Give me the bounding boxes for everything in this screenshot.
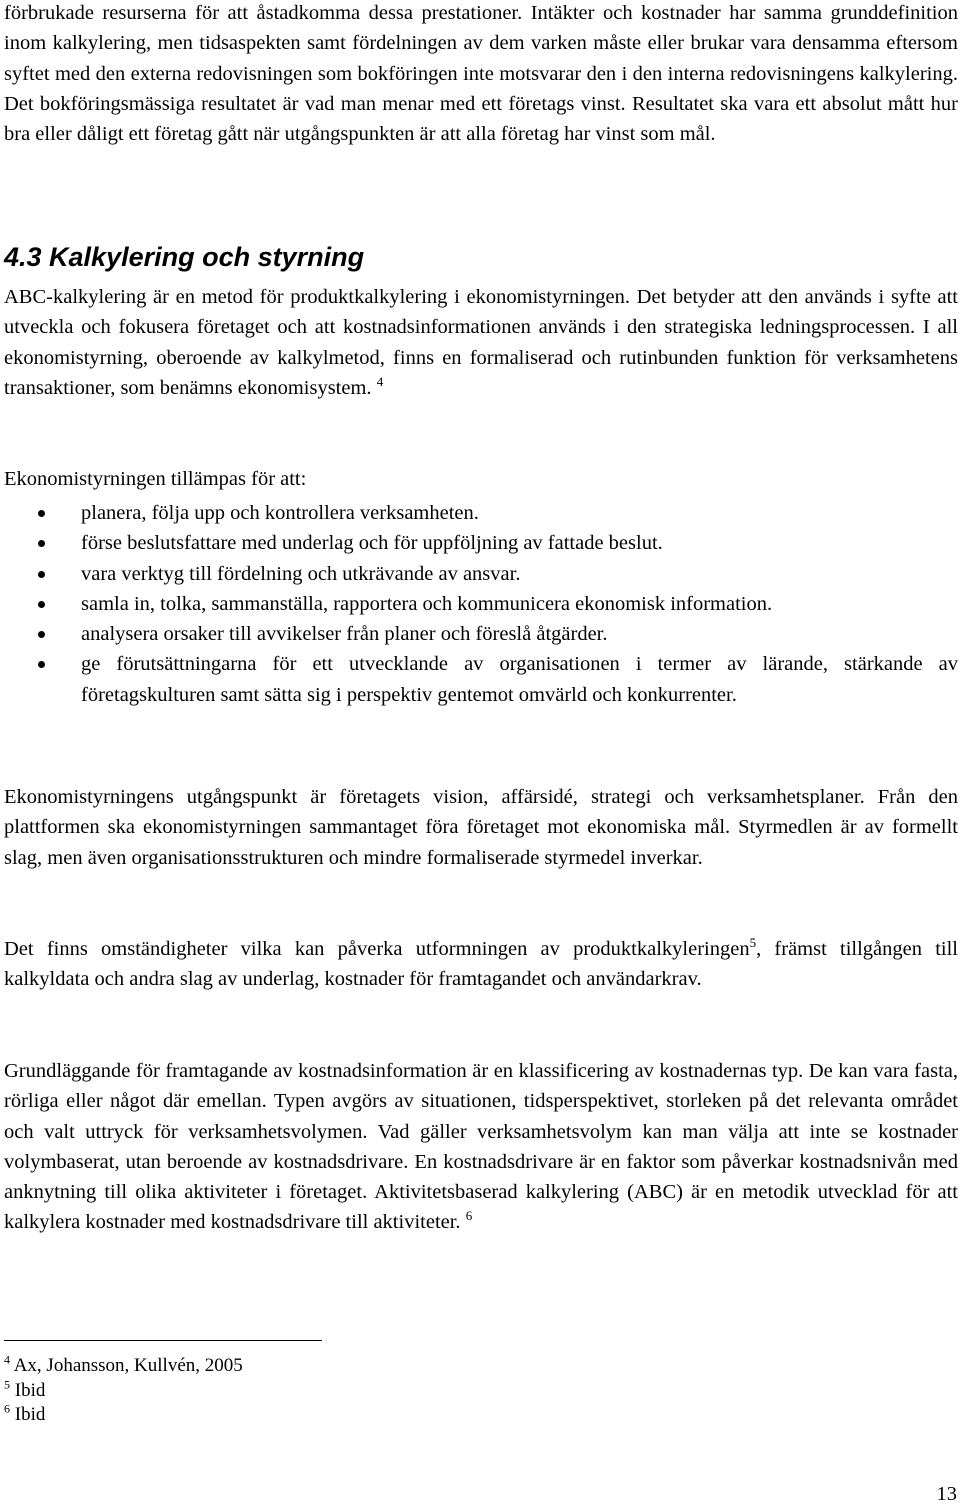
bullet-icon [38, 631, 45, 638]
footnote-ref-6: 6 [465, 1208, 473, 1224]
paragraph-omstandigheter: Det finns omständigheter vilka kan påverka utformningen av produktkalkyleringen$^5$, främst tillgången till kalkyldata och andra slag av underlag, kostnader för framtagandet och användarkrav. [4, 935, 958, 991]
list-item: ge förutsättningarna för ett utvecklande av organisationen i termer av lärande, stärkande av företagskulturen samt sätta sig i perspektiv gentemot omvärld och konkurrenter. [0, 649, 958, 710]
footnote: $^5$ Ibid [4, 1377, 46, 1401]
bullet-icon [38, 540, 45, 547]
bullet-icon [38, 661, 45, 668]
footnote-separator [4, 1340, 322, 1341]
bullet-icon [38, 510, 45, 517]
bullet-icon [38, 601, 45, 608]
bullet-list [0, 498, 958, 710]
list-intro: Ekonomistyrningen tillämpas för att: [4, 468, 307, 490]
footnote: $^6$ Ibid [4, 1401, 46, 1425]
list-item: vara verktyg till fördelning och utkrävande av ansvar. [0, 559, 958, 589]
list-item: analysera orsaker till avvikelser från planer och föreslå åtgärder. [0, 619, 958, 649]
paragraph-abc-kalkylering: ABC-kalkylering är en metod för produktkalkylering i ekonomistyrningen. Det betyder att den används i syfte att utveckla och fokusera företaget och att kostnadsinformationen används i den strategiska ledningsprocessen. I all ekonomistyrning, oberoende av kalkylmetod, finns en formaliserad och rutinbunden funktion för verksamhetens transaktioner, som benämns ekonomisystem. $^4$ [4, 286, 958, 399]
paragraph-kostnadsinformation: Grundläggande för framtagande av kostnadsinformation är en klassificering av kostnadernas typ. De kan vara fasta, rörliga eller något där emellan. Typen avgörs av situationen, tidsperspektivet, storleken på det relevanta området och valt uttryck för verksamhetsvolymen. Vad gäller verksamhetsvolym kan man välja att inte se kostnader volymbaserat, utan beroende av kostnadsdrivare. En kostnadsdrivare är en faktor som påverkar kostnadsnivån med anknytning till olika aktiviteter i företaget. Aktivitetsbaserad kalkylering (ABC) är en metodik utvecklad för att kalkylera kostnader med kostnadsdrivare till aktiviteter. $^6$ [4, 1060, 958, 1234]
footnote-ref-4: 4 [376, 374, 384, 390]
list-item: samla in, tolka, sammanställa, rapportera och kommunicera ekonomisk information. [0, 589, 958, 619]
page-number: 13 [936, 1483, 957, 1505]
footnote: $^4$ Ax, Johansson, Kullvén, 2005 [4, 1352, 243, 1376]
continuation-paragraph: förbrukade resurserna för att åstadkomma dessa prestationer. Intäkter och kostnader har samma grunddefinition inom kalkylering, men tidsaspekten samt fördelningen av dem varken måste eller brukar vara densamma eftersom syftet med den externa redovisningen som bokföringen inte motsvarar den i den interna redovisningens kalkylering. Det bokföringsmässiga resultatet är vad man menar med ett företags vinst. Resultatet ska vara ett absolut mått hur bra eller dåligt ett företag gått när utgångspunkten är att alla företag har vinst som mål. [4, 2, 958, 146]
footnote-ref-5: 5 [749, 935, 757, 951]
bullet-icon [38, 571, 45, 578]
section-heading: 4.3 Kalkylering och styrning [4, 242, 365, 272]
footnotes [4, 1354, 243, 1428]
list-item: förse beslutsfattare med underlag och för uppföljning av fattade beslut. [0, 528, 958, 558]
list-item: planera, följa upp och kontrollera verksamheten. [0, 498, 958, 528]
paragraph-ekonomistyrningens-utgangspunkt: Ekonomistyrningens utgångspunkt är företagets vision, affärsidé, strategi och verksamhetsplaner. Från den plattformen ska ekonomistyrningen sammantaget föra företaget mot ekonomiska mål. Styrmedlen är av formellt slag, men även organisationsstrukturen och mindre formaliserade styrmedel inverkar. [4, 786, 958, 869]
